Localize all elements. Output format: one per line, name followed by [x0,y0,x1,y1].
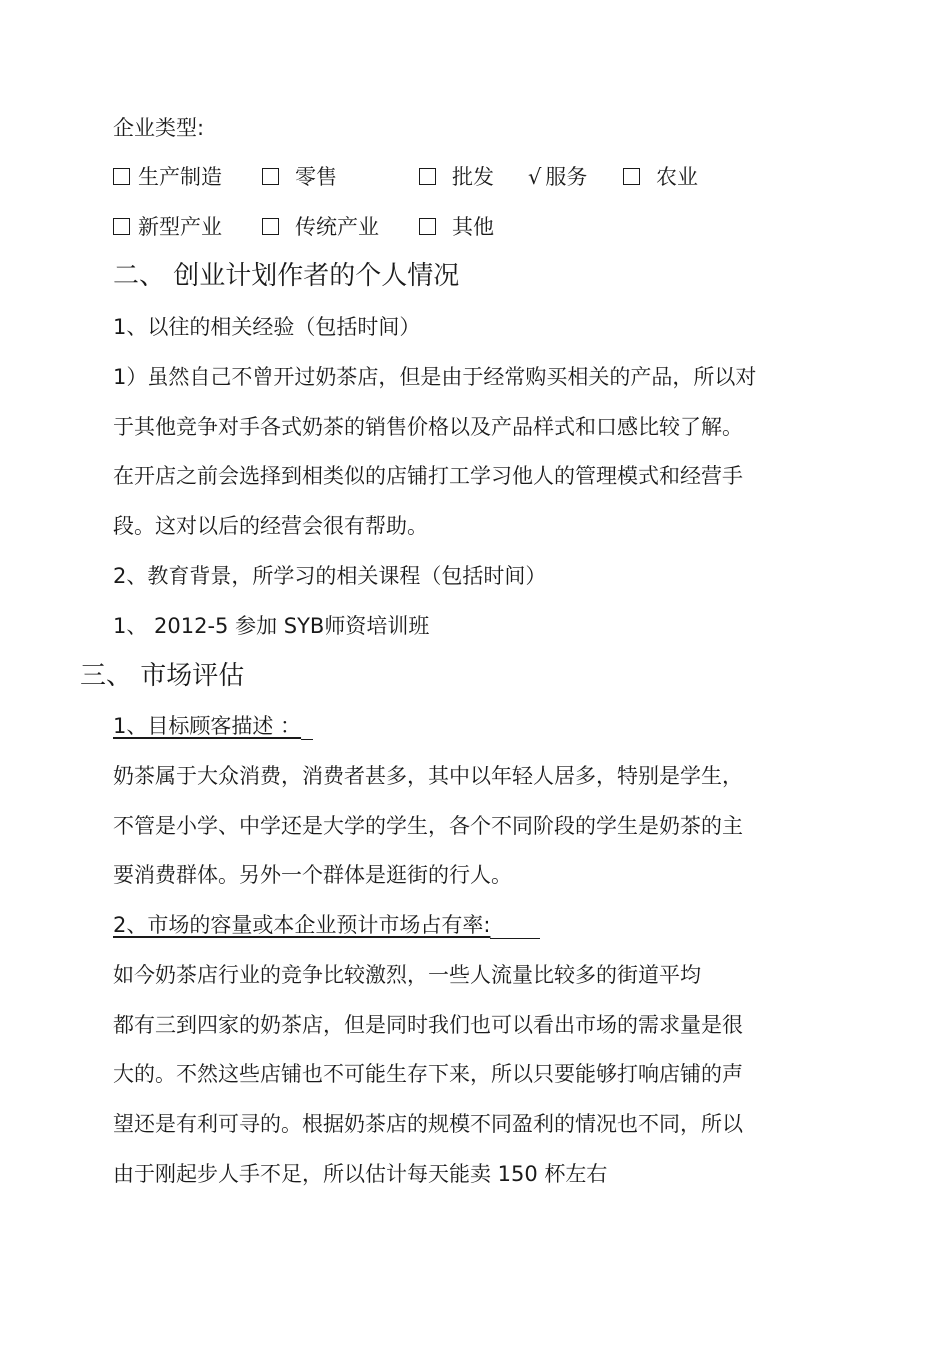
market-capacity-title: 2、市场的容量或本企业预计市场占有率: [113,911,540,939]
enterprise-type-label: 企业类型: [113,116,205,140]
target-customer-line: 奶茶属于大众消费，消费者甚多，其中以年轻人居多，特别是学生， [113,764,743,788]
option-traditional-industry[interactable]: 传统产业 [262,213,379,241]
checkbox-icon[interactable] [419,168,436,185]
market-capacity-line: 大的。不然这些店铺也不可能生存下来，所以只要能够打响店铺的声 [113,1062,743,1086]
checkbox-icon[interactable] [262,168,279,185]
option-agriculture[interactable]: 农业 [623,163,698,191]
option-retail[interactable]: 零售 [262,163,337,191]
target-customer-line: 要消费群体。另外一个群体是逛街的行人。 [113,863,512,887]
experience-line: 1）虽然自己不曾开过奶茶店，但是由于经常购买相关的产品，所以对 [113,365,757,389]
option-service[interactable]: √ 服务 [528,165,588,189]
option-manufacturing[interactable]: 生产制造 [113,163,222,191]
experience-title: 1、以往的相关经验（包括时间） [113,315,421,339]
option-new-industry[interactable]: 新型产业 [113,213,222,241]
target-customer-line: 不管是小学、中学还是大学的学生，各个不同阶段的学生是奶茶的主 [113,814,743,838]
section-3-heading: 三、 市场评估 [80,661,245,691]
market-capacity-line: 如今奶茶店行业的竞争比较激烈，一些人流量比较多的街道平均 [113,963,701,987]
option-other[interactable]: 其他 [419,213,494,241]
checkbox-icon[interactable] [623,168,640,185]
experience-line: 在开店之前会选择到相类似的店铺打工学习他人的管理模式和经营手 [113,464,743,488]
market-capacity-line: 望还是有利可寻的。根据奶茶店的规模不同盈利的情况也不同，所以 [113,1112,743,1136]
market-capacity-line: 都有三到四家的奶茶店，但是同时我们也可以看出市场的需求量是很 [113,1013,743,1037]
section-2-heading: 二、 创业计划作者的个人情况 [113,261,460,291]
education-line: 1、 2012-5 参加 SYB师资培训班 [113,614,430,638]
checkbox-icon[interactable] [262,218,279,235]
checkbox-icon[interactable] [113,218,130,235]
checkbox-icon[interactable] [113,168,130,185]
option-wholesale[interactable]: 批发 [419,163,494,191]
education-title: 2、教育背景，所学习的相关课程（包括时间） [113,564,547,588]
market-capacity-line: 由于刚起步人手不足，所以估计每天能卖 150 杯左右 [113,1162,608,1186]
checkbox-icon[interactable] [419,218,436,235]
check-mark-icon[interactable]: √ [528,165,542,189]
target-customer-title: 1、目标顾客描述 ： [113,712,313,740]
experience-line: 段。这对以后的经营会很有帮助。 [113,514,428,538]
experience-line: 于其他竞争对手各式奶茶的销售价格以及产品样式和口感比较了解。 [113,415,743,439]
